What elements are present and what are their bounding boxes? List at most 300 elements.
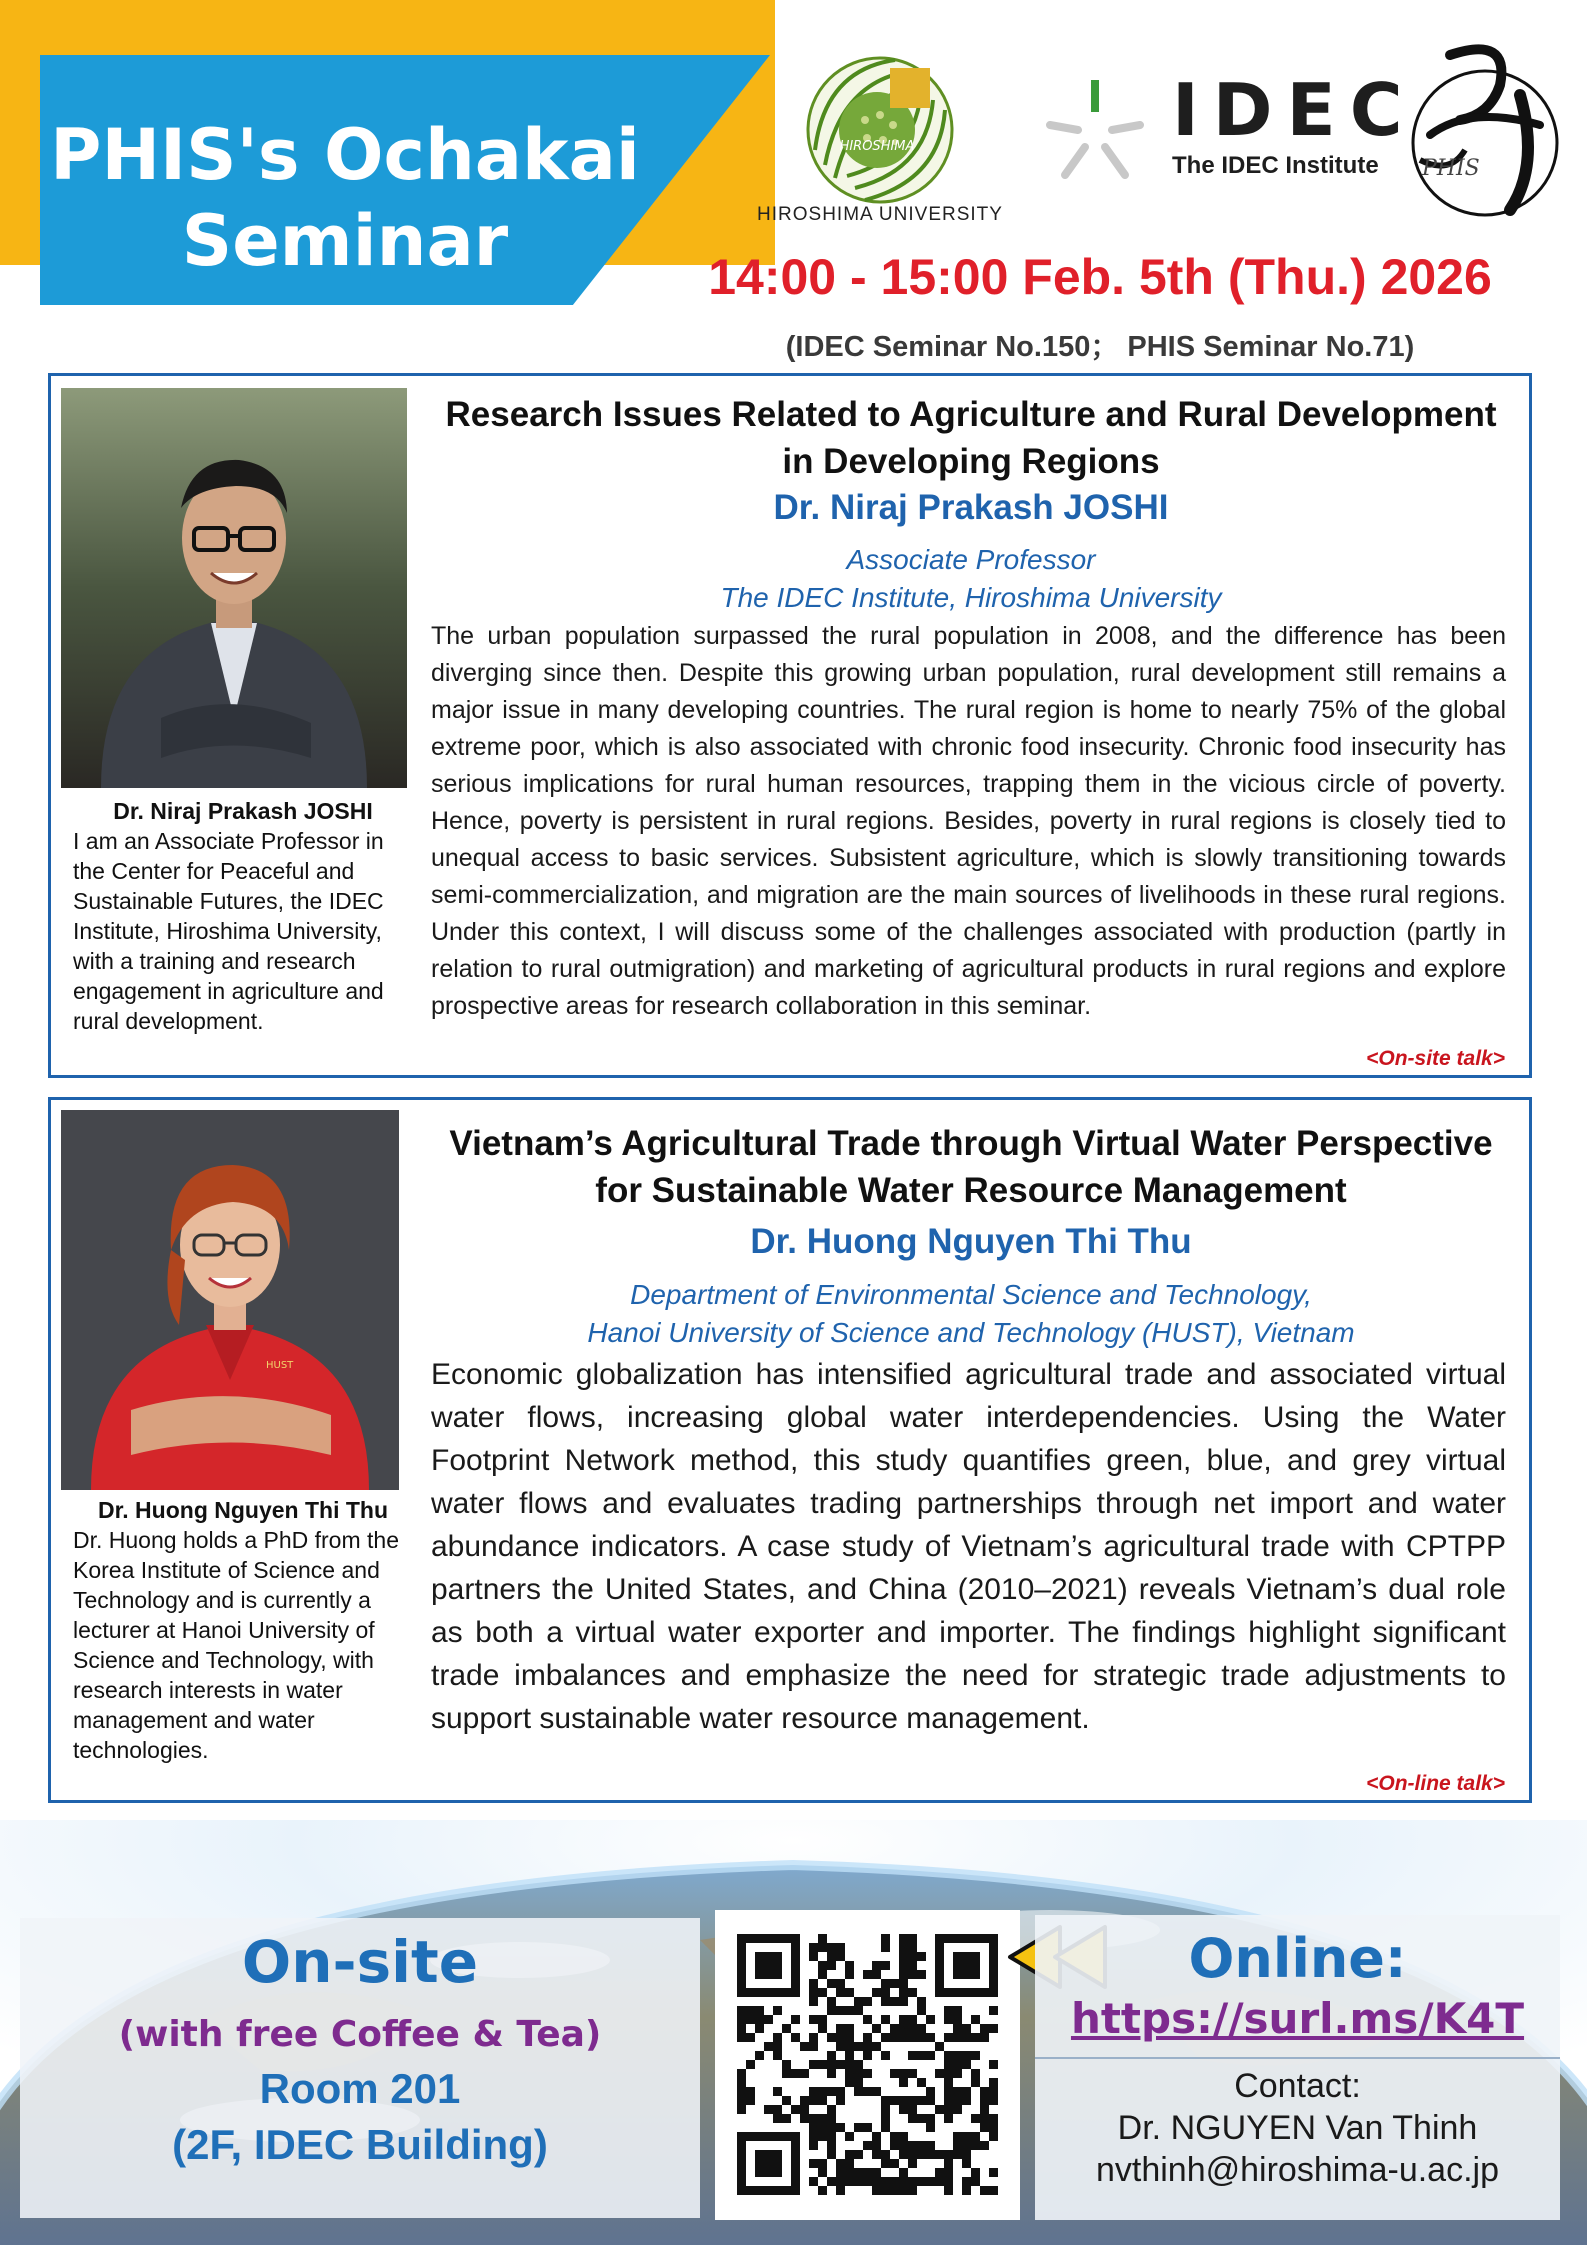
qr-module [755,2051,764,2060]
qr-module [890,2141,899,2150]
qr-module [809,2087,818,2096]
qr-module [944,2105,953,2114]
qr-module [809,1952,818,1961]
qr-module [917,2177,926,2186]
qr-module [881,2015,890,2024]
speaker-caption-huong [73,1495,413,1765]
qr-module [881,2114,890,2123]
qr-module [953,2060,962,2069]
qr-module [926,2177,935,2186]
qr-module [863,2123,872,2132]
qr-module [926,2051,935,2060]
qr-module [836,2042,845,2051]
qr-module [989,2087,998,2096]
qr-module [773,2033,782,2042]
qr-module [917,2033,926,2042]
room-number: Room 201 [259,2065,461,2112]
qr-module [980,2123,989,2132]
qr-module [836,2024,845,2033]
idec-logo-text: IDEC [1172,68,1417,152]
qr-module [989,2168,998,2177]
qr-module [737,2105,746,2114]
qr-module [845,2168,854,2177]
qr-module [962,2051,971,2060]
qr-module [917,1997,926,2006]
phis-logo-mark: PHIS [1422,156,1480,181]
qr-module [737,2078,746,2087]
qr-module [917,2150,926,2159]
qr-module [773,2114,782,2123]
qr-module [908,2096,917,2105]
qr-module [845,1961,854,1970]
qr-module [971,2141,980,2150]
qr-module [917,2006,926,2015]
qr-module [809,2123,818,2132]
qr-module [845,2069,854,2078]
talk-title: Vietnam’s Agricultural Trade through Virtual Water Perspective for Sustainable Water Resource Management [449,1124,1493,1210]
divider [1035,2057,1560,2059]
qr-module [827,2177,836,2186]
talk-mode-label: <On-line talk> [1366,1772,1505,1795]
qr-module [773,2006,782,2015]
qr-module [854,2087,863,2096]
talk-mode-label: <On-site talk> [1366,1047,1505,1070]
qr-module [908,2105,917,2114]
qr-module [854,2150,863,2159]
qr-module [827,2132,836,2141]
qr-module [962,2096,971,2105]
hiroshima-emblem-text: HIROSHIMA [839,139,915,154]
qr-module [980,2114,989,2123]
qr-module [962,2024,971,2033]
speaker-affiliation [431,541,1511,617]
qr-module [818,1970,827,1979]
qr-module [755,2024,764,2033]
qr-module [980,2186,989,2195]
qr-module [791,2069,800,2078]
qr-module [989,2006,998,2015]
qr-module [899,2186,908,2195]
qr-module [827,1952,836,1961]
qr-module [854,2123,863,2132]
qr-module [899,1979,908,1988]
qr-module [980,2087,989,2096]
qr-module [845,2024,854,2033]
qr-module [890,2177,899,2186]
qr-module [908,1970,917,1979]
qr-module [953,2015,962,2024]
qr-module [863,2168,872,2177]
qr-module [845,2132,854,2141]
qr-module [818,2024,827,2033]
qr-module [944,2033,953,2042]
qr-module [773,2042,782,2051]
qr-module [827,2141,836,2150]
qr-module [971,2015,980,2024]
qr-module [944,2078,953,2087]
qr-module [836,2177,845,2186]
qr-module [899,2078,908,2087]
qr-module [845,2177,854,2186]
qr-module [773,2105,782,2114]
qr-module [953,2069,962,2078]
qr-module [782,2114,791,2123]
qr-module [737,2033,746,2042]
qr-module [944,2060,953,2069]
qr-module [863,2015,872,2024]
qr-module [989,2096,998,2105]
qr-module [818,2132,827,2141]
qr-module [827,2060,836,2069]
qr-module [899,1943,908,1952]
qr-module [989,2078,998,2087]
qr-module [863,2033,872,2042]
qr-module [773,2087,782,2096]
qr-module [836,1979,845,1988]
qr-module [971,2033,980,2042]
qr-module [881,1934,890,1943]
qr-module [863,2141,872,2150]
qr-module [953,2051,962,2060]
qr-module [881,1961,890,1970]
qr-module [845,2159,854,2168]
talk-box-huong [48,1097,1532,1803]
speaker-caption-joshi [73,796,413,1036]
qr-module [935,2042,944,2051]
qr-module [827,2114,836,2123]
qr-module [836,2033,845,2042]
qr-module [737,2015,746,2024]
qr-module [737,2096,746,2105]
qr-module [809,2159,818,2168]
qr-module [809,2141,818,2150]
qr-module [746,2060,755,2069]
qr-module [818,2168,827,2177]
phis-calligraphy-logo-icon [1390,25,1570,235]
qr-module [827,1961,836,1970]
qr-module [845,1970,854,1979]
qr-module [827,1943,836,1952]
speaker-portrait-icon [61,1110,399,1490]
qr-module [881,1997,890,2006]
qr-module [737,2024,746,2033]
qr-module [944,2168,953,2177]
qr-module [836,2186,845,2195]
qr-module [881,2177,890,2186]
qr-module [926,2114,935,2123]
qr-module [764,2042,773,2051]
qr-module [917,2096,926,2105]
qr-module [818,2060,827,2069]
qr-module [854,2168,863,2177]
qr-finder-pattern [755,1952,782,1979]
qr-module [980,2141,989,2150]
qr-module [980,2033,989,2042]
qr-module [926,2015,935,2024]
qr-module [881,2150,890,2159]
qr-module [872,2150,881,2159]
qr-module [908,1961,917,1970]
qr-module [854,1997,863,2006]
caption-bio: Dr. Huong holds a PhD from the Korea Institute of Science and Technology and is currently a lecturer at Hanoi University of Science and Technology, with research interests in water management and water technologies. [73,1527,399,1763]
qr-module [746,2033,755,2042]
qr-module [845,2078,854,2087]
qr-module [836,2096,845,2105]
qr-module [962,2141,971,2150]
qr-module [971,2168,980,2177]
hiroshima-university-emblem-icon [755,30,1005,230]
qr-finder-pattern [953,1952,980,1979]
qr-module [836,2060,845,2069]
qr-module [827,2105,836,2114]
caption-name: Dr. Niraj Prakash JOSHI [113,798,373,824]
qr-module [863,2042,872,2051]
qr-module [827,2069,836,2078]
speaker-name: Dr. Huong Nguyen Thi Thu [750,1222,1192,1261]
affiliation-line-1: Department of Environmental Science and Technology, [630,1279,1312,1310]
seminar-datetime: 14:00 - 15:00 Feb. 5th (Thu.) 2026 [708,249,1492,305]
qr-module [854,2060,863,2069]
hiroshima-university-caption: HIROSHIMA UNIVERSITY [757,204,1003,225]
qr-module [854,2177,863,2186]
qr-module [872,2186,881,2195]
qr-module [926,2141,935,2150]
qr-module [971,2114,980,2123]
qr-module [881,1988,890,1997]
qr-module [944,2114,953,2123]
qr-module [872,2087,881,2096]
qr-module [908,1943,917,1952]
onsite-heading: On-site [241,1928,479,1996]
talk-title: Research Issues Related to Agriculture and Rural Development in Developing Regions [445,395,1497,481]
qr-module [773,2051,782,2060]
qr-module [899,1970,908,1979]
qr-module [899,2141,908,2150]
qr-module [800,2105,809,2114]
affiliation-line-2: Hanoi University of Science and Technology (HUST), Vietnam [587,1317,1355,1348]
qr-module [899,1934,908,1943]
qr-module [890,2096,899,2105]
qr-code-icon [715,1910,1020,2220]
qr-module [935,2069,944,2078]
qr-module [962,2132,971,2141]
qr-module [845,1988,854,1997]
qr-module [899,2150,908,2159]
qr-module [872,2042,881,2051]
qr-module [881,2105,890,2114]
qr-module [881,1979,890,1988]
qr-module [908,2015,917,2024]
speaker-affiliation [431,1276,1511,1352]
qr-module [845,2060,854,2069]
qr-module [827,2087,836,2096]
qr-module [989,2132,998,2141]
onsite-room [20,2061,700,2173]
qr-module [863,1970,872,1979]
qr-module [890,2024,899,2033]
qr-module [737,2069,746,2078]
caption-bio: I am an Associate Professor in the Center for Peaceful and Sustainable Futures, the IDEC Institute, Hiroshima University, with a training and research engagement in agriculture and rural development. [73,828,384,1034]
qr-module [899,2132,908,2141]
page-title [40,112,650,284]
qr-module [746,2087,755,2096]
qr-module [971,2069,980,2078]
qr-module [908,2114,917,2123]
qr-module [827,1979,836,1988]
qr-module [755,2015,764,2024]
qr-module [935,2168,944,2177]
qr-module [881,2186,890,2195]
qr-module [899,1961,908,1970]
speaker-portrait-icon [61,388,407,788]
qr-module [809,1997,818,2006]
qr-module [791,2015,800,2024]
qr-module [818,1934,827,1943]
qr-module [764,2015,773,2024]
qr-module [944,2051,953,2060]
speaker-photo-huong [61,1110,399,1490]
qr-module [836,1988,845,1997]
qr-module [746,2015,755,2024]
qr-module [935,2150,944,2159]
qr-module [845,2051,854,2060]
online-url-link[interactable]: https://surl.ms/K4T [1070,1994,1525,2043]
contact-block [1035,2065,1560,2191]
qr-module [899,2069,908,2078]
talk-box-joshi [48,373,1532,1078]
qr-module [863,1997,872,2006]
qr-module [917,1952,926,1961]
qr-module [818,2186,827,2195]
qr-module [980,2096,989,2105]
qr-module [971,2051,980,2060]
qr-module [809,2015,818,2024]
qr-module [971,2177,980,2186]
qr-module [989,2186,998,2195]
contact-name: Dr. NGUYEN Van Thinh [1117,2109,1478,2147]
qr-module [854,2006,863,2015]
qr-module [953,2033,962,2042]
qr-module [881,1943,890,1952]
qr-module [872,2132,881,2141]
qr-module [962,2033,971,2042]
qr-module [944,2015,953,2024]
qr-module [944,2096,953,2105]
qr-module [908,1934,917,1943]
qr-module [872,2177,881,2186]
qr-module [953,2006,962,2015]
qr-module [827,2033,836,2042]
qr-module [899,1952,908,1961]
qr-module [908,2024,917,2033]
qr-module [953,2150,962,2159]
idec-logo-subtitle: The IDEC Institute [1172,152,1379,179]
qr-module [809,1979,818,1988]
qr-module [827,2123,836,2132]
qr-module [953,2096,962,2105]
qr-module [872,1970,881,1979]
building-name: (2F, IDEC Building) [172,2121,548,2168]
qr-module [908,2159,917,2168]
qr-module [782,2069,791,2078]
qr-module [908,1988,917,1997]
contact-email[interactable]: nvthinh@hiroshima-u.ac.jp [1095,2151,1500,2189]
qr-module [800,2096,809,2105]
speaker-photo-joshi [61,388,407,788]
qr-module [908,2051,917,2060]
qr-module [908,2177,917,2186]
qr-module [863,2087,872,2096]
qr-module [737,2087,746,2096]
qr-module [899,2033,908,2042]
qr-module [989,2060,998,2069]
speaker-name: Dr. Niraj Prakash JOSHI [773,488,1169,527]
qr-module [917,2024,926,2033]
affiliation-line-2: The IDEC Institute, Hiroshima University [720,582,1222,613]
qr-module [899,2024,908,2033]
qr-module [836,2168,845,2177]
qr-module [980,2024,989,2033]
qr-module [809,2132,818,2141]
qr-module [854,2078,863,2087]
qr-module [917,2114,926,2123]
qr-module [926,2123,935,2132]
qr-code[interactable] [715,1910,1020,2220]
qr-module [953,2132,962,2141]
qr-module [863,2051,872,2060]
qr-module [908,2033,917,2042]
qr-module [890,2069,899,2078]
qr-module [962,2087,971,2096]
qr-module [800,2069,809,2078]
qr-module [881,2033,890,2042]
qr-module [782,2060,791,2069]
qr-module [872,1961,881,1970]
shirt-text: HUST [266,1360,294,1371]
online-heading: Online: [1188,1927,1407,1990]
qr-module [881,2159,890,2168]
qr-module [782,2024,791,2033]
qr-module [764,2105,773,2114]
qr-module [827,2051,836,2060]
qr-module [809,2096,818,2105]
qr-module [746,2096,755,2105]
qr-module [962,2186,971,2195]
qr-module [980,2105,989,2114]
qr-module [737,2006,746,2015]
qr-module [989,2123,998,2132]
qr-module [809,1943,818,1952]
qr-module [818,2114,827,2123]
qr-module [872,2024,881,2033]
qr-module [782,2096,791,2105]
qr-module [881,2123,890,2132]
qr-module [917,2078,926,2087]
qr-module [890,2159,899,2168]
affiliation-line-1: Associate Professor [846,544,1096,575]
qr-module [845,2042,854,2051]
qr-module [881,2051,890,2060]
qr-module [872,2141,881,2150]
idec-star-icon [1040,75,1150,185]
qr-module [800,2042,809,2051]
qr-module [944,2150,953,2159]
qr-finder-pattern [755,2150,782,2177]
qr-module [926,2150,935,2159]
qr-module [953,2087,962,2096]
qr-module [953,2105,962,2114]
qr-module [935,2177,944,2186]
